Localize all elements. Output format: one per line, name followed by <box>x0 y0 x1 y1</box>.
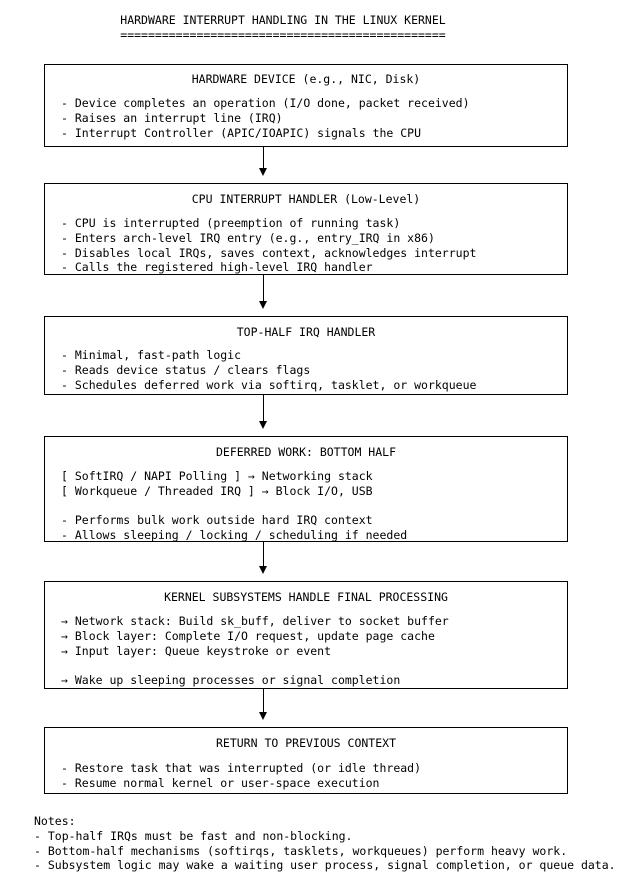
deferred-work-box <box>44 436 568 542</box>
return-to-context-box <box>44 727 568 794</box>
box-line: - Resume normal kernel or user-space execution <box>61 775 380 790</box>
title-underline: =============================================== <box>120 28 446 42</box>
box-heading: KERNEL SUBSYSTEMS HANDLE FINAL PROCESSING <box>164 590 448 604</box>
note-line: - Top-half IRQs must be fast and non-blocking. <box>34 828 353 843</box>
box-line: - Allows sleeping / locking / scheduling if needed <box>61 528 408 543</box>
notes-section <box>34 814 616 873</box>
box-line: [ Workqueue / Threaded IRQ ] → Block I/O, USB <box>61 483 373 498</box>
box-line: - Reads device status / clears flags <box>61 362 311 377</box>
box-line: → Network stack: Build sk_buff, deliver to socket buffer <box>61 614 449 628</box>
arrow-stem <box>263 689 264 712</box>
box-line: - Interrupt Controller (APIC/IOAPIC) signals the CPU <box>61 125 422 140</box>
box-body <box>61 761 561 791</box>
box-line: → Input layer: Queue keystroke or event <box>61 643 332 658</box>
box-body <box>61 216 561 275</box>
note-line: - Subsystem logic may wake a waiting user process, signal completion, or queue data. <box>34 858 616 873</box>
box-heading: TOP-HALF IRQ HANDLER <box>236 325 376 339</box>
box-heading: RETURN TO PREVIOUS CONTEXT <box>215 736 396 750</box>
box-heading: CPU INTERRUPT HANDLER (Low-Level) <box>191 192 421 206</box>
flow-arrow <box>261 689 267 720</box>
box-line: - Schedules deferred work via softirq, tasklet, or workqueue <box>61 377 477 392</box>
flow-arrow <box>261 542 267 574</box>
box-line: [ SoftIRQ / NAPI Polling ] → Networking stack <box>61 469 373 483</box>
box-line: - Performs bulk work outside hard IRQ context <box>61 513 373 528</box>
arrow-head-icon <box>259 566 267 574</box>
arrow-stem <box>263 395 264 421</box>
arrow-head-icon <box>259 712 267 720</box>
box-line: - Disables local IRQs, saves context, acknowledges interrupt <box>61 245 477 260</box>
box-body <box>61 614 561 688</box>
flow-arrow <box>261 275 267 309</box>
box-line: - Raises an interrupt line (IRQ) <box>61 110 283 125</box>
box-heading: DEFERRED WORK: BOTTOM HALF <box>215 445 396 459</box>
arrow-head-icon <box>259 421 267 429</box>
box-line: → Block layer: Complete I/O request, update page cache <box>61 628 435 643</box>
flow-arrow <box>261 395 267 429</box>
hardware-device-box <box>44 64 568 147</box>
arrow-stem <box>263 542 264 566</box>
box-line: - CPU is interrupted (preemption of running task) <box>61 216 401 230</box>
blank-line <box>61 658 561 673</box>
box-line: - Restore task that was interrupted (or idle thread) <box>61 761 422 775</box>
flow-arrow <box>261 147 267 176</box>
diagram-title: HARDWARE INTERRUPT HANDLING IN THE LINUX KERNEL <box>120 13 446 27</box>
notes-heading: Notes: <box>34 814 76 828</box>
arrow-stem <box>263 275 264 301</box>
box-line: - Device completes an operation (I/O done, packet received) <box>61 96 470 110</box>
top-half-irq-handler-box <box>44 316 568 395</box>
box-body <box>61 469 561 543</box>
box-line: → Wake up sleeping processes or signal completion <box>61 673 401 688</box>
arrow-head-icon <box>259 168 267 176</box>
box-line: - Minimal, fast-path logic <box>61 348 242 362</box>
blank-line <box>61 499 561 514</box>
box-heading: HARDWARE DEVICE (e.g., NIC, Disk) <box>191 72 421 86</box>
kernel-subsystems-box <box>44 581 568 689</box>
arrow-stem <box>263 147 264 168</box>
box-line: - Calls the registered high-level IRQ handler <box>61 260 373 275</box>
arrow-head-icon <box>259 301 267 309</box>
note-line: - Bottom-half mechanisms (softirqs, tasklets, workqueues) perform heavy work. <box>34 843 568 858</box>
box-line: - Enters arch-level IRQ entry (e.g., entry_IRQ in x86) <box>61 230 435 245</box>
box-body <box>61 96 561 140</box>
cpu-interrupt-handler-box <box>44 183 568 275</box>
box-body <box>61 348 561 392</box>
